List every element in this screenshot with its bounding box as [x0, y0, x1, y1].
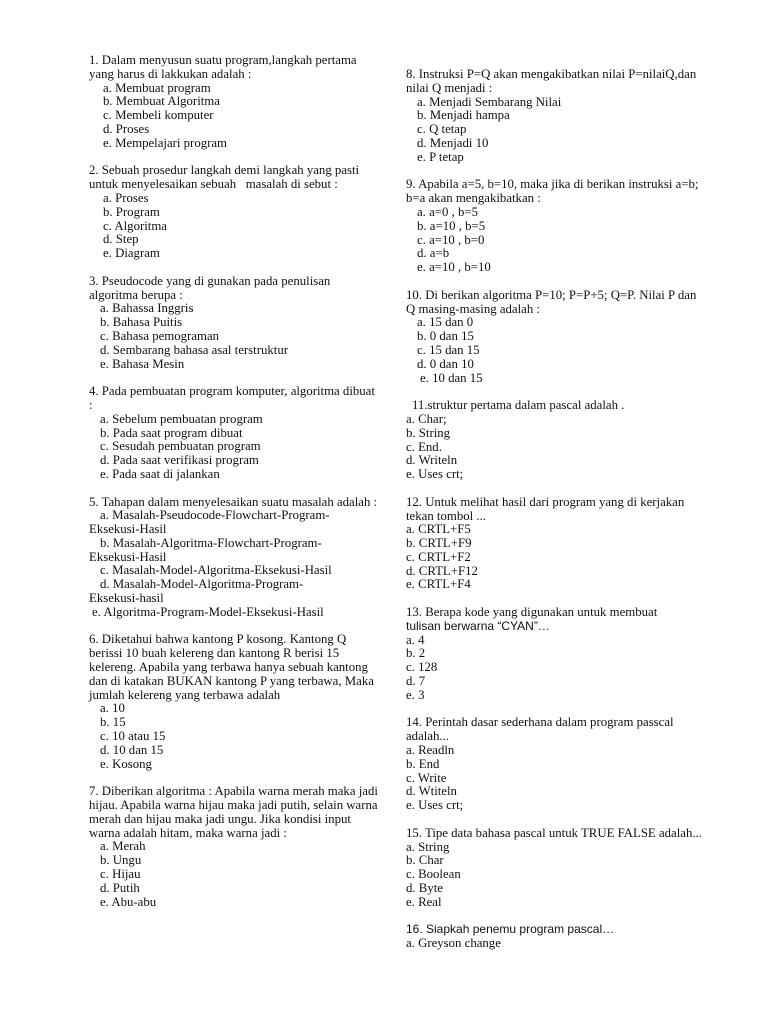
option: d. Writeln [406, 453, 458, 468]
question-5 [89, 496, 381, 620]
option: a. 10 [100, 701, 125, 716]
option: a. Menjadi Sembarang Nilai [417, 94, 562, 109]
option: d. Pada saat verifikasi program [100, 453, 259, 468]
question-12 [406, 496, 702, 593]
option-continuation: Eksekusi-Hasil [89, 522, 167, 537]
option: d. Proses [103, 121, 150, 136]
option: c. Boolean [406, 867, 461, 882]
option: c. Write [406, 770, 447, 785]
option: c. Algoritma [103, 218, 167, 233]
option: d. 0 dan 10 [417, 356, 474, 371]
question-text: 7. Diberikan algoritma : Apabila warna merah maka jadi hijau. Apabila warna hijau maka jadi putih, selain warna merah dan hijau maka jadi ungu. Jika kondisi input warna adalah hitam, maka warna jadi : [89, 784, 382, 840]
option: e. Real [406, 894, 442, 909]
option: b. Char [406, 853, 444, 868]
question-9 [406, 178, 702, 275]
question-7 [89, 785, 381, 909]
option: c. Membeli komputer [103, 108, 214, 123]
option: a. Masalah-Pseudocode-Flowchart-Program- [100, 508, 330, 523]
option: a. Readln [406, 743, 455, 758]
option: e. Pada saat di jalankan [100, 466, 220, 481]
question-text: 12. Untuk melihat hasil dari program yang di kerjakan tekan tombol ... [406, 494, 688, 523]
option: e. Diagram [103, 246, 160, 261]
option: c. CRTL+F2 [406, 549, 471, 564]
option: a. Char; [406, 411, 447, 426]
option: c. Sesudah pembuatan program [100, 439, 261, 454]
option: b. a=10 , b=5 [417, 218, 486, 233]
question-6 [89, 633, 381, 771]
option: e. Abu-abu [100, 894, 157, 909]
question-8 [406, 68, 702, 165]
question-text: 4. Pada pembuatan program komputer, algoritma dibuat : [89, 384, 379, 412]
option: b. Ungu [100, 853, 142, 868]
option: b. 0 dan 15 [417, 329, 474, 344]
option-continuation: Eksekusi-hasil [89, 591, 164, 606]
question-text: 3. Pseudocode yang di gunakan pada penulisan algoritma berupa : [89, 273, 334, 302]
question-text: 15. Tipe data bahasa pascal untuk TRUE FALSE adalah... [406, 825, 702, 840]
option: b. Program [103, 204, 160, 219]
question-16 [406, 923, 702, 951]
option: e. Mempelajari program [103, 135, 228, 150]
option: d. Putih [100, 880, 140, 895]
option: d. Wtiteln [406, 784, 457, 799]
option: e. CRTL+F4 [406, 577, 471, 592]
option: c. Masalah-Model-Algoritma-Eksekusi-Hasil [100, 563, 332, 578]
question-text: 10. Di berikan algoritma P=10; P=P+5; Q=P. Nilai P dan Q masing-masing adalah : [406, 287, 700, 316]
option: b. Pada saat program dibuat [100, 425, 243, 440]
option: a. CRTL+F5 [406, 522, 471, 537]
option: e. P tetap [417, 149, 464, 164]
option: d. Byte [406, 881, 443, 896]
question-14 [406, 716, 702, 813]
option: a. Membuat program [103, 80, 211, 95]
option: e. Algoritma-Program-Model-Eksekusi-Hasil [92, 604, 324, 619]
question-1 [89, 54, 381, 151]
option: b. Masalah-Algoritma-Flowchart-Program- [100, 535, 322, 550]
option: d. 10 dan 15 [100, 742, 164, 757]
question-text-continuation: tulisan berwarna “CYAN”… [406, 618, 550, 633]
option: b. Menjadi hampa [417, 108, 510, 123]
option: c. a=10 , b=0 [417, 232, 485, 247]
option: e. a=10 , b=10 [417, 260, 491, 275]
option: e. 3 [406, 687, 425, 702]
option: d. Step [103, 232, 139, 247]
question-4 [89, 385, 381, 482]
option: a. Sebelum pembuatan program [100, 411, 263, 426]
option: c. Q tetap [417, 122, 467, 137]
question-13 [406, 606, 702, 703]
question-text: 5. Tahapan dalam menyelesaikan suatu masalah adalah : [89, 494, 378, 509]
question-text: 9. Apabila a=5, b=10, maka jika di berikan instruksi a=b; b=a akan mengakibatkan : [406, 177, 702, 206]
question-3 [89, 275, 381, 372]
question-11 [406, 399, 702, 482]
question-text: 16. Siapkah penemu program pascal… [406, 922, 615, 937]
question-text: 8. Instruksi P=Q akan mengakibatkan nilai P=nilaiQ,dan nilai Q menjadi : [406, 67, 700, 95]
question-2 [89, 164, 381, 261]
option: a. Greyson change [406, 936, 501, 951]
left-column [89, 54, 381, 923]
option: b. String [406, 425, 451, 440]
option: e. Kosong [100, 756, 152, 771]
option: a. Merah [100, 839, 146, 854]
option: b. Bahasa Puitis [100, 315, 183, 330]
option: e. Uses crt; [406, 467, 464, 482]
option: b. Membuat Algoritma [103, 94, 220, 109]
option: a. a=0 , b=5 [417, 204, 478, 219]
option: c. 15 dan 15 [417, 342, 480, 357]
option: a. 15 dan 0 [417, 315, 474, 330]
option: d. CRTL+F12 [406, 563, 478, 578]
question-text: 2. Sebuah prosedur langkah demi langkah yang pasti untuk menyelesaikan sebuah masalah di sebut : [89, 163, 363, 192]
option: e. 10 dan 15 [420, 370, 483, 385]
option: e. Uses crt; [406, 798, 464, 813]
option: c. Bahasa pemograman [100, 328, 220, 343]
right-column [406, 68, 702, 965]
option: c. Hijau [100, 867, 141, 882]
question-10 [406, 289, 702, 386]
question-text: 6. Diketahui bahwa kantong P kosong. Kantong Q berissi 10 buah kelereng dan kantong R berisi 15 kelereng. Apabila yang terbawa hanya sebuah kantong dan di katakan BUKAN kantong P yang terbawa, Maka jumlah kelereng yang terbawa adalah [89, 632, 378, 702]
option: a. String [406, 839, 450, 854]
option: a. 4 [406, 632, 425, 647]
option: d. 7 [406, 674, 426, 689]
question-15 [406, 827, 702, 910]
question-text: 11.struktur pertama dalam pascal adalah . [412, 398, 625, 413]
option: d. Masalah-Model-Algoritma-Program- [100, 577, 304, 592]
option: d. a=b [417, 246, 450, 261]
option: b. End [406, 756, 440, 771]
option: d. Sembarang bahasa asal terstruktur [100, 342, 288, 357]
option: b. 15 [100, 715, 126, 730]
option: b. 2 [406, 646, 426, 661]
question-text: 14. Perintah dasar sederhana dalam program passcal adalah... [406, 715, 677, 744]
option: d. Menjadi 10 [417, 135, 489, 150]
option: b. CRTL+F9 [406, 536, 472, 551]
option: c. 10 atau 15 [100, 729, 166, 744]
option: a. Proses [103, 190, 149, 205]
question-text: 1. Dalam menyusun suatu program,langkah pertama yang harus di lakkukan adalah : [89, 53, 360, 81]
option: c. 128 [406, 660, 438, 675]
option: c. End. [406, 439, 442, 454]
question-text: 13. Berapa kode yang digunakan untuk membuat [406, 605, 658, 620]
option: a. Bahassa Inggris [100, 301, 194, 316]
option-continuation: Eksekusi-Hasil [89, 549, 167, 564]
option: e. Bahasa Mesin [100, 356, 185, 371]
